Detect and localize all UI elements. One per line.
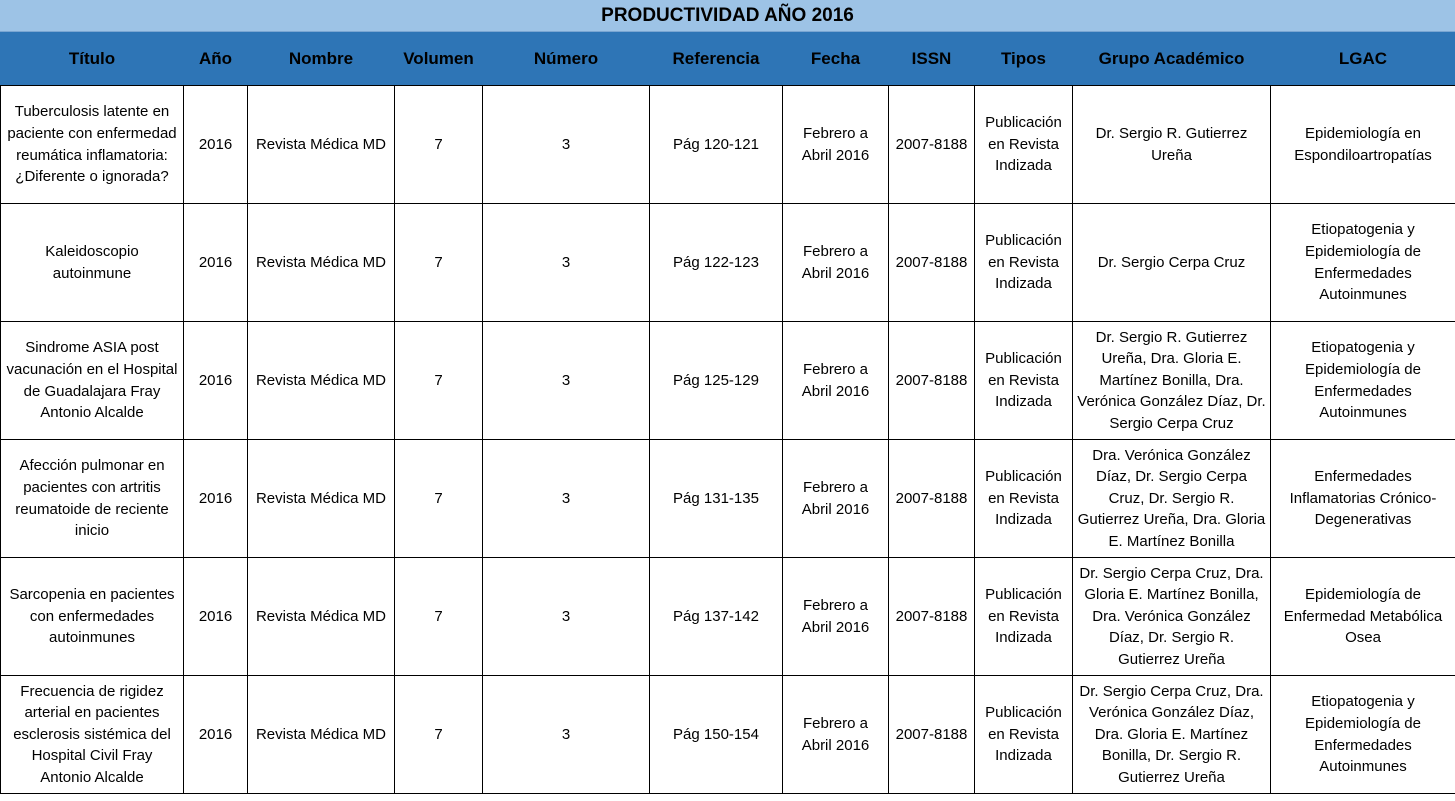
cell-issn[interactable]: 2007-8188: [889, 558, 975, 676]
cell-numero[interactable]: 3: [483, 558, 650, 676]
cell-issn[interactable]: 2007-8188: [889, 322, 975, 440]
table-row: [1, 322, 1455, 440]
cell-volumen[interactable]: 7: [395, 204, 483, 322]
cell-grupo[interactable]: Dr. Sergio Cerpa Cruz, Dra. Gloria E. Martínez Bonilla, Dra. Verónica González Díaz, Dr. Sergio R. Gutierrez Ureña: [1073, 558, 1271, 676]
col-header-tipos[interactable]: Tipos: [975, 33, 1073, 86]
cell-titulo[interactable]: Tuberculosis latente en paciente con enfermedad reumática inflamatoria: ¿Diferente o ignorada?: [1, 86, 184, 204]
cell-referencia[interactable]: Pág 122-123: [650, 204, 783, 322]
productivity-table: [0, 32, 1455, 794]
cell-grupo[interactable]: Dr. Sergio R. Gutierrez Ureña, Dra. Gloria E. Martínez Bonilla, Dra. Verónica González Díaz, Dr. Sergio Cerpa Cruz: [1073, 322, 1271, 440]
table-row: [1, 204, 1455, 322]
cell-tipos[interactable]: Publicación en Revista Indizada: [975, 440, 1073, 558]
cell-tipos[interactable]: Publicación en Revista Indizada: [975, 322, 1073, 440]
cell-titulo[interactable]: Sindrome ASIA post vacunación en el Hospital de Guadalajara Fray Antonio Alcalde: [1, 322, 184, 440]
cell-fecha[interactable]: Febrero a Abril 2016: [783, 676, 889, 794]
header-row: [1, 33, 1455, 86]
cell-numero[interactable]: 3: [483, 86, 650, 204]
cell-nombre[interactable]: Revista Médica MD: [248, 676, 395, 794]
cell-anio[interactable]: 2016: [184, 558, 248, 676]
col-header-fecha[interactable]: Fecha: [783, 33, 889, 86]
col-header-numero[interactable]: Número: [483, 33, 650, 86]
cell-anio[interactable]: 2016: [184, 86, 248, 204]
cell-lgac[interactable]: Etiopatogenia y Epidemiología de Enfermedades Autoinmunes: [1271, 676, 1455, 794]
cell-volumen[interactable]: 7: [395, 676, 483, 794]
cell-grupo[interactable]: Dr. Sergio Cerpa Cruz: [1073, 204, 1271, 322]
cell-titulo[interactable]: Afección pulmonar en pacientes con artritis reumatoide de reciente inicio: [1, 440, 184, 558]
cell-nombre[interactable]: Revista Médica MD: [248, 558, 395, 676]
cell-referencia[interactable]: Pág 125-129: [650, 322, 783, 440]
cell-referencia[interactable]: Pág 150-154: [650, 676, 783, 794]
cell-grupo[interactable]: Dra. Verónica González Díaz, Dr. Sergio Cerpa Cruz, Dr. Sergio R. Gutierrez Ureña, Dra. Gloria E. Martínez Bonilla: [1073, 440, 1271, 558]
cell-nombre[interactable]: Revista Médica MD: [248, 322, 395, 440]
cell-issn[interactable]: 2007-8188: [889, 86, 975, 204]
table-row: [1, 558, 1455, 676]
col-header-anio[interactable]: Año: [184, 33, 248, 86]
cell-grupo[interactable]: Dr. Sergio R. Gutierrez Ureña: [1073, 86, 1271, 204]
cell-numero[interactable]: 3: [483, 322, 650, 440]
cell-issn[interactable]: 2007-8188: [889, 204, 975, 322]
cell-volumen[interactable]: 7: [395, 440, 483, 558]
col-header-grupo[interactable]: Grupo Académico: [1073, 33, 1271, 86]
cell-issn[interactable]: 2007-8188: [889, 676, 975, 794]
cell-lgac[interactable]: Epidemiología de Enfermedad Metabólica Osea: [1271, 558, 1455, 676]
cell-fecha[interactable]: Febrero a Abril 2016: [783, 558, 889, 676]
cell-volumen[interactable]: 7: [395, 322, 483, 440]
cell-referencia[interactable]: Pág 131-135: [650, 440, 783, 558]
cell-tipos[interactable]: Publicación en Revista Indizada: [975, 204, 1073, 322]
cell-anio[interactable]: 2016: [184, 204, 248, 322]
cell-anio[interactable]: 2016: [184, 676, 248, 794]
cell-numero[interactable]: 3: [483, 440, 650, 558]
sheet-title: PRODUCTIVIDAD AÑO 2016: [0, 0, 1455, 32]
col-header-issn[interactable]: ISSN: [889, 33, 975, 86]
col-header-volumen[interactable]: Volumen: [395, 33, 483, 86]
cell-fecha[interactable]: Febrero a Abril 2016: [783, 440, 889, 558]
cell-volumen[interactable]: 7: [395, 558, 483, 676]
cell-tipos[interactable]: Publicación en Revista Indizada: [975, 676, 1073, 794]
cell-issn[interactable]: 2007-8188: [889, 440, 975, 558]
cell-grupo[interactable]: Dr. Sergio Cerpa Cruz, Dra. Verónica González Díaz, Dra. Gloria E. Martínez Bonilla, Dr. Sergio R. Gutierrez Ureña: [1073, 676, 1271, 794]
cell-numero[interactable]: 3: [483, 204, 650, 322]
cell-titulo[interactable]: Sarcopenia en pacientes con enfermedades autoinmunes: [1, 558, 184, 676]
cell-referencia[interactable]: Pág 137-142: [650, 558, 783, 676]
cell-nombre[interactable]: Revista Médica MD: [248, 204, 395, 322]
col-header-nombre[interactable]: Nombre: [248, 33, 395, 86]
cell-volumen[interactable]: 7: [395, 86, 483, 204]
cell-anio[interactable]: 2016: [184, 440, 248, 558]
cell-tipos[interactable]: Publicación en Revista Indizada: [975, 86, 1073, 204]
cell-lgac[interactable]: Epidemiología en Espondiloartropatías: [1271, 86, 1455, 204]
cell-fecha[interactable]: Febrero a Abril 2016: [783, 86, 889, 204]
cell-lgac[interactable]: Etiopatogenia y Epidemiología de Enfermedades Autoinmunes: [1271, 204, 1455, 322]
cell-lgac[interactable]: Enfermedades Inflamatorias Crónico-Degenerativas: [1271, 440, 1455, 558]
cell-lgac[interactable]: Etiopatogenia y Epidemiología de Enfermedades Autoinmunes: [1271, 322, 1455, 440]
cell-tipos[interactable]: Publicación en Revista Indizada: [975, 558, 1073, 676]
col-header-referencia[interactable]: Referencia: [650, 33, 783, 86]
col-header-lgac[interactable]: LGAC: [1271, 33, 1455, 86]
cell-anio[interactable]: 2016: [184, 322, 248, 440]
table-row: [1, 86, 1455, 204]
table-row: [1, 440, 1455, 558]
cell-nombre[interactable]: Revista Médica MD: [248, 440, 395, 558]
cell-titulo[interactable]: Frecuencia de rigidez arterial en pacientes esclerosis sistémica del Hospital Civil Fray Antonio Alcalde: [1, 676, 184, 794]
col-header-titulo[interactable]: Título: [1, 33, 184, 86]
table-row: [1, 676, 1455, 794]
cell-referencia[interactable]: Pág 120-121: [650, 86, 783, 204]
cell-titulo[interactable]: Kaleidoscopio autoinmune: [1, 204, 184, 322]
cell-fecha[interactable]: Febrero a Abril 2016: [783, 322, 889, 440]
cell-numero[interactable]: 3: [483, 676, 650, 794]
cell-nombre[interactable]: Revista Médica MD: [248, 86, 395, 204]
cell-fecha[interactable]: Febrero a Abril 2016: [783, 204, 889, 322]
